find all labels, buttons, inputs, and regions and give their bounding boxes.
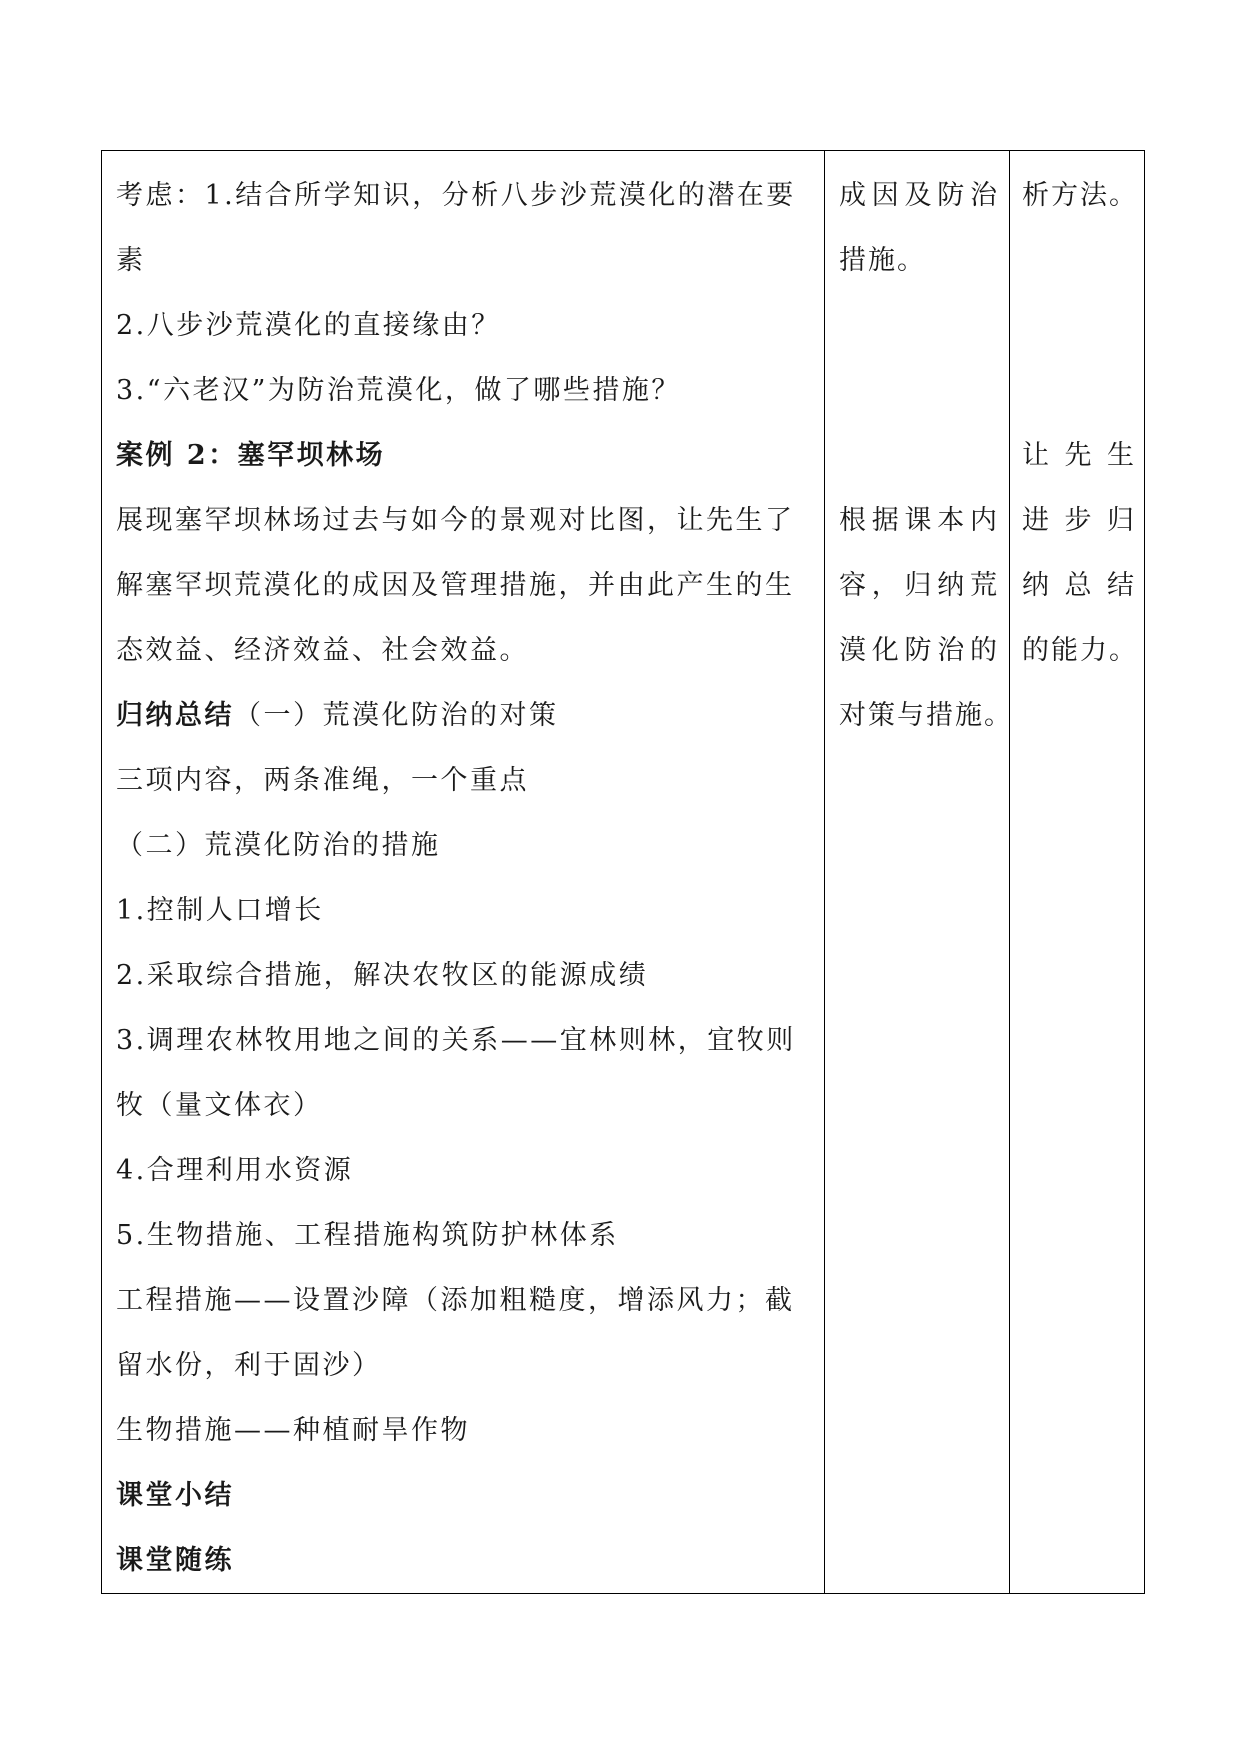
content-line: 素 <box>116 245 146 276</box>
content-line: 生物措施——种植耐旱作物 <box>116 1415 470 1446</box>
content-line: 态效益、经济效益、社会效益。 <box>116 635 529 666</box>
content-line: 4.合理利用水资源 <box>116 1155 354 1186</box>
content-line: 三项内容，两条准绳，一个重点 <box>116 765 529 796</box>
intent-line: 让先生 <box>1022 440 1136 471</box>
content-line: 解塞罕坝荒漠化的成因及管理措施，并由此产生的生 <box>116 570 795 601</box>
content-line: 2.采取综合措施，解决农牧区的能源成绩 <box>116 960 649 991</box>
content-line: 3.调理农林牧用地之间的关系——宜林则林，宜牧则 <box>116 1025 796 1056</box>
activity-line: 容，归纳荒 <box>839 570 999 601</box>
student-activity-lines <box>825 151 1013 748</box>
student-activity-cell <box>825 151 1013 1594</box>
intent-line: 进步归 <box>1022 505 1136 536</box>
content-line: 牧（量文体衣） <box>116 1090 323 1121</box>
class-practice-heading: 课堂随练 <box>116 1545 234 1576</box>
content-line: 2.八步沙荒漠化的直接缘由？ <box>116 310 501 341</box>
intent-line: 析方法。 <box>1022 180 1138 211</box>
design-intent-lines <box>1010 151 1144 683</box>
content-line: 留水份，利于固沙） <box>116 1350 382 1381</box>
teaching-content-lines <box>102 151 824 1593</box>
class-summary-heading: 课堂小结 <box>116 1480 234 1511</box>
activity-line: 根据课本内 <box>839 505 999 536</box>
summary-heading-line: 归纳总结（一）荒漠化防治的对策 <box>116 700 559 731</box>
lesson-table <box>101 150 1145 1594</box>
content-line: 展现塞罕坝林场过去与如今的景观对比图，让先生了 <box>116 505 795 536</box>
content-line: 工程措施——设置沙障（添加粗糙度，增添风力；截 <box>116 1285 795 1316</box>
content-line: 1.控制人口增长 <box>116 895 324 926</box>
design-intent-cell <box>1010 151 1145 1594</box>
case-2-heading: 案例 2：塞罕坝林场 <box>116 440 386 471</box>
intent-line: 纳总结 <box>1022 570 1136 601</box>
activity-line: 成因及防治 <box>839 180 999 211</box>
content-line: （二）荒漠化防治的措施 <box>116 830 441 861</box>
content-line: 考虑：1.结合所学知识，分析八步沙荒漠化的潜在要 <box>116 180 796 211</box>
summary-label: 归纳总结 <box>116 700 234 731</box>
content-line: 3.“六老汉”为防治荒漠化，做了哪些措施？ <box>116 375 681 406</box>
activity-line: 对策与措施。 <box>839 700 1013 731</box>
content-line: 5.生物措施、工程措施构筑防护林体系 <box>116 1220 619 1251</box>
activity-line: 漠化防治的 <box>839 635 999 666</box>
activity-line: 措施。 <box>839 245 926 276</box>
intent-line: 的能力。 <box>1022 635 1138 666</box>
table-row <box>102 151 1145 1594</box>
teaching-content-cell <box>102 151 825 1594</box>
